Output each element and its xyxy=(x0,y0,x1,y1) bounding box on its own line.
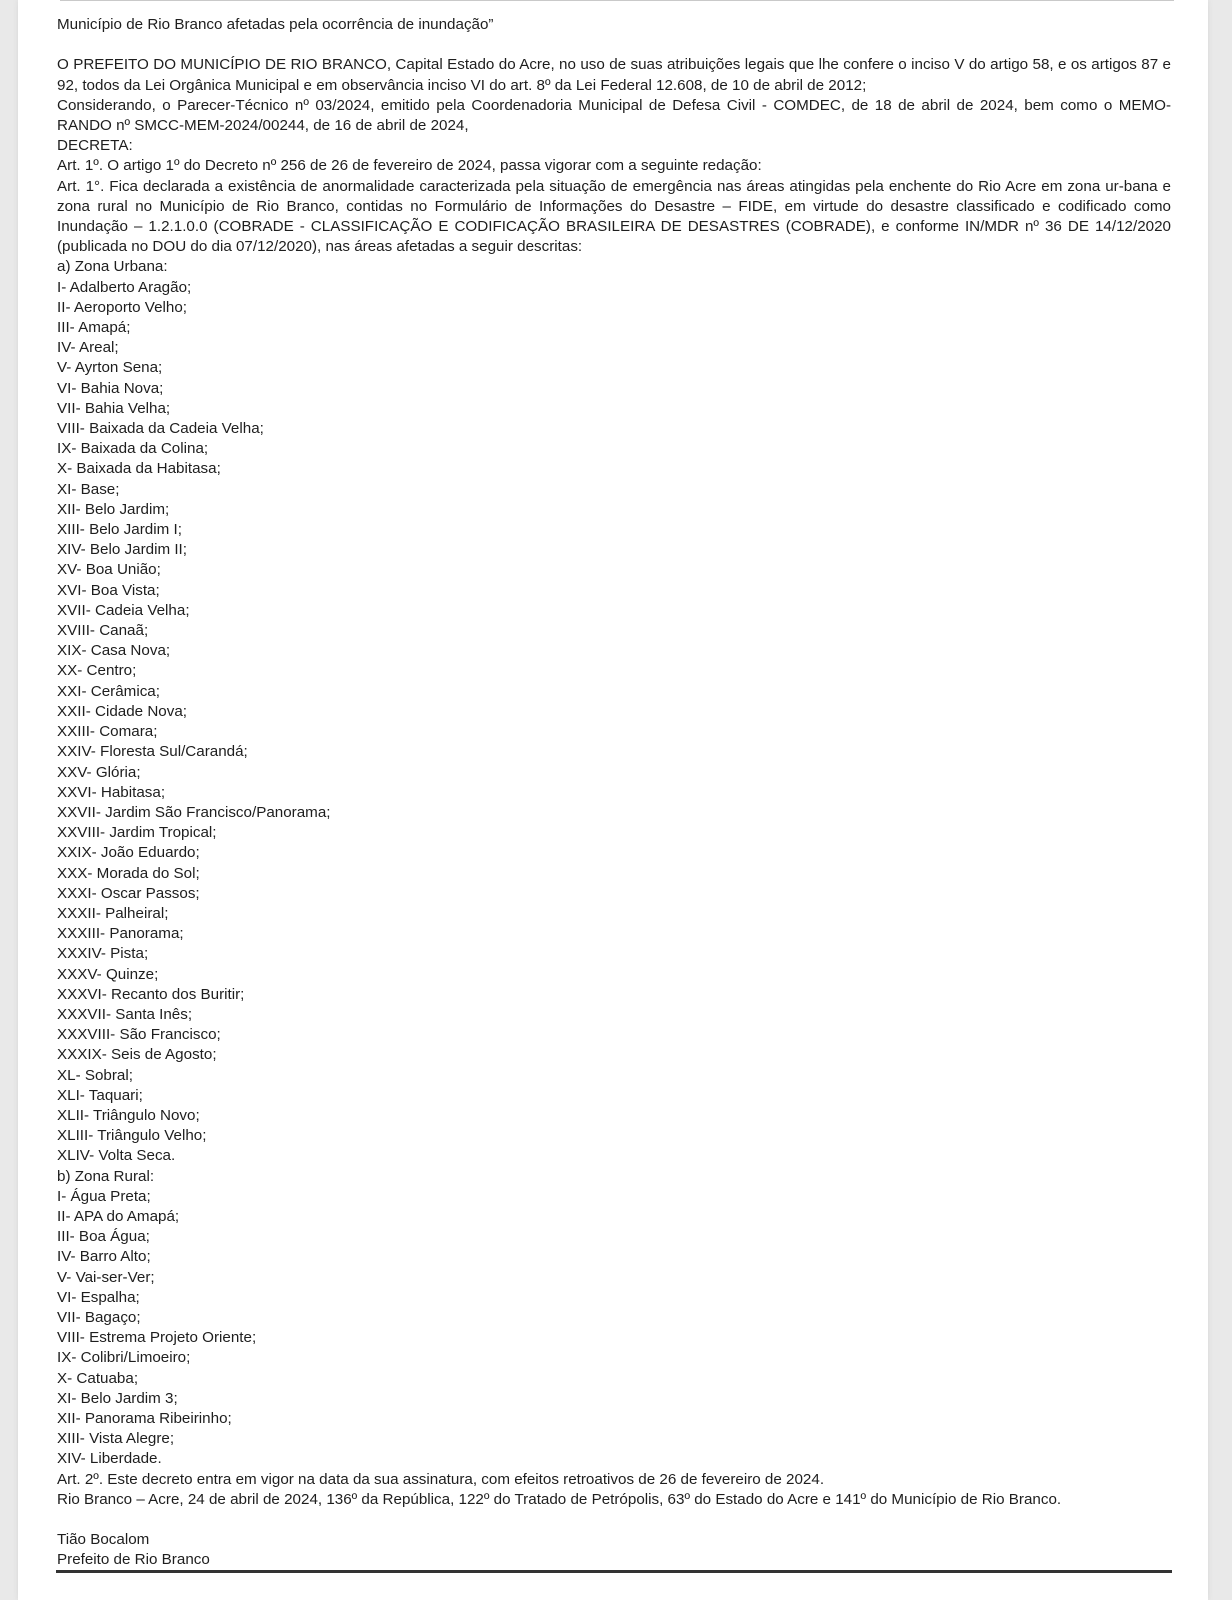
list-item: XII- Panorama Ribeirinho; xyxy=(57,1410,232,1427)
list-item: XXIV- Floresta Sul/Carandá; xyxy=(57,743,248,761)
list-item: I- Adalberto Aragão; xyxy=(57,278,192,296)
list-item: XXXI- Oscar Passos; xyxy=(57,884,200,902)
rural-zone-list xyxy=(57,1187,1171,1470)
list-item: XXXVI- Recanto dos Buritir; xyxy=(57,985,245,1003)
article-2-text: Art. 2º. Este decreto entra em vigor na data da sua assinatura, com efeitos retroativos de 26 de fevereiro de 2024. xyxy=(57,1470,825,1488)
list-item: IV- Barro Alto; xyxy=(57,1248,151,1266)
bottom-divider xyxy=(56,1570,1172,1573)
document-page xyxy=(18,0,1208,1600)
list-item: XLIV- Volta Seca. xyxy=(57,1147,176,1165)
list-item: XIX- Casa Nova; xyxy=(57,642,171,660)
place-and-date: Rio Branco – Acre, 24 de abril de 2024, 136º da República, 122º do Tratado de Petrópolis, 63º do Estado do Acre e 141º do Município de Rio Branco. xyxy=(57,1490,1062,1508)
list-item: XXVII- Jardim São Francisco/Panorama; xyxy=(57,803,331,821)
list-item: XXIII- Comara; xyxy=(57,723,158,741)
title-line: Município de Rio Branco afetadas pela ocorrência de inundação” xyxy=(57,16,494,33)
spacer xyxy=(57,35,1171,55)
list-item: XIV- Belo Jardim II; xyxy=(57,541,187,559)
list-item: VII- Bagaço; xyxy=(57,1308,141,1326)
list-item: XIII- Vista Alegre; xyxy=(57,1430,175,1448)
signatory-name: Tião Bocalom xyxy=(57,1531,150,1549)
list-item: XXXV- Quinze; xyxy=(57,965,159,983)
list-item: XXXIII- Panorama; xyxy=(57,925,184,943)
rural-zone-heading: b) Zona Rural: xyxy=(57,1167,155,1185)
list-item: III- Amapá; xyxy=(57,319,131,337)
list-item: XIII- Belo Jardim I; xyxy=(57,521,182,539)
list-item: XXIX- João Eduardo; xyxy=(57,844,200,862)
list-item: XVI- Boa Vista; xyxy=(57,581,160,599)
article-1-intro: Art. 1º. O artigo 1º do Decreto nº 256 de 26 de fevereiro de 2024, passa vigorar com a seguinte redação: xyxy=(57,157,762,175)
list-item: II- APA do Amapá; xyxy=(57,1207,180,1225)
list-item: XV- Boa União; xyxy=(57,561,161,579)
list-item: VIII- Estrema Projeto Oriente; xyxy=(57,1329,257,1347)
list-item: XI- Base; xyxy=(57,480,120,498)
list-item: XLIII- Triângulo Velho; xyxy=(57,1127,207,1145)
list-item: XXVI- Habitasa; xyxy=(57,783,166,801)
list-item: XXXIX- Seis de Agosto; xyxy=(57,1046,217,1064)
list-item: XXXIV- Pista; xyxy=(57,945,149,963)
list-item: II- Aeroporto Velho; xyxy=(57,298,188,316)
list-item: XX- Centro; xyxy=(57,662,137,680)
list-item: IX- Colibri/Limoeiro; xyxy=(57,1349,191,1367)
list-item: XXXVIII- São Francisco; xyxy=(57,1026,221,1044)
list-item: III- Boa Água; xyxy=(57,1228,150,1246)
list-item: XXV- Glória; xyxy=(57,763,141,781)
list-item: V- Vai-ser-Ver; xyxy=(57,1268,155,1286)
list-item: XL- Sobral; xyxy=(57,1066,133,1084)
signatory-title: Prefeito de Rio Branco xyxy=(57,1551,210,1569)
list-item: X- Catuaba; xyxy=(57,1369,139,1387)
article-1-text: Art. 1°. Fica declarada a existência de anormalidade caracterizada pela situação de emergência nas áreas atingidas pela enchente do Rio Acre em zona ur-bana e zona rural no Município de Rio Branco, contidas no Formulário de Informações do Desastre – FIDE, em virtude do desastre classificado e codificado como Inundação – 1.2.1.0.0 (COBRADE - CLASSIFICAÇÃO E CODIFICAÇÃO BRASILEIRA DE DESASTRES (COBRADE), e conforme IN/MDR nº 36 DE 14/12/2020 (publicada no DOU do dia 07/12/2020), nas áreas afetadas a seguir descritas: xyxy=(57,177,1171,256)
urban-zone-list xyxy=(57,278,1171,1167)
top-divider xyxy=(60,0,1174,1)
considering-paragraph: Considerando, o Parecer-Técnico nº 03/2024, emitido pela Coordenadoria Municipal de Defesa Civil - COMDEC, de 18 de abril de 2024, bem como o MEMO-RANDO nº SMCC-MEM-2024/00244, de 16 de abril de 2024, xyxy=(57,96,1171,134)
decree-body xyxy=(57,15,1171,1571)
list-item: XI- Belo Jardim 3; xyxy=(57,1389,178,1407)
list-item: X- Baixada da Habitasa; xyxy=(57,460,221,478)
list-item: XXII- Cidade Nova; xyxy=(57,702,187,720)
list-item: XXI- Cerâmica; xyxy=(57,682,160,700)
list-item: IV- Areal; xyxy=(57,339,119,357)
spacer xyxy=(57,1510,1171,1530)
list-item: V- Ayrton Sena; xyxy=(57,359,163,377)
list-item: XVII- Cadeia Velha; xyxy=(57,601,190,619)
preamble-paragraph: O PREFEITO DO MUNICÍPIO DE RIO BRANCO, Capital Estado do Acre, no uso de suas atribuições legais que lhe confere o inciso V do artigo 58, e os artigos 87 e 92, todos da Lei Orgânica Municipal e em observância inciso VI do art. 8º da Lei Federal 12.608, de 10 de abril de 2012; xyxy=(57,56,1171,94)
list-item: XXVIII- Jardim Tropical; xyxy=(57,824,217,842)
list-item: VIII- Baixada da Cadeia Velha; xyxy=(57,420,264,438)
list-item: VII- Bahia Velha; xyxy=(57,399,171,417)
decreta-heading: DECRETA: xyxy=(57,137,133,155)
list-item: XII- Belo Jardim; xyxy=(57,500,170,518)
list-item: IX- Baixada da Colina; xyxy=(57,440,209,458)
list-item: XXXII- Palheiral; xyxy=(57,904,169,922)
list-item: XVIII- Canaã; xyxy=(57,622,149,640)
list-item: XIV- Liberdade. xyxy=(57,1450,162,1468)
list-item: XLII- Triângulo Novo; xyxy=(57,1106,200,1124)
list-item: XXX- Morada do Sol; xyxy=(57,864,200,882)
list-item: I- Água Preta; xyxy=(57,1187,151,1205)
list-item: VI- Bahia Nova; xyxy=(57,379,164,397)
urban-zone-heading: a) Zona Urbana: xyxy=(57,258,168,276)
list-item: XLI- Taquari; xyxy=(57,1086,143,1104)
list-item: XXXVII- Santa Inês; xyxy=(57,1005,193,1023)
list-item: VI- Espalha; xyxy=(57,1288,140,1306)
